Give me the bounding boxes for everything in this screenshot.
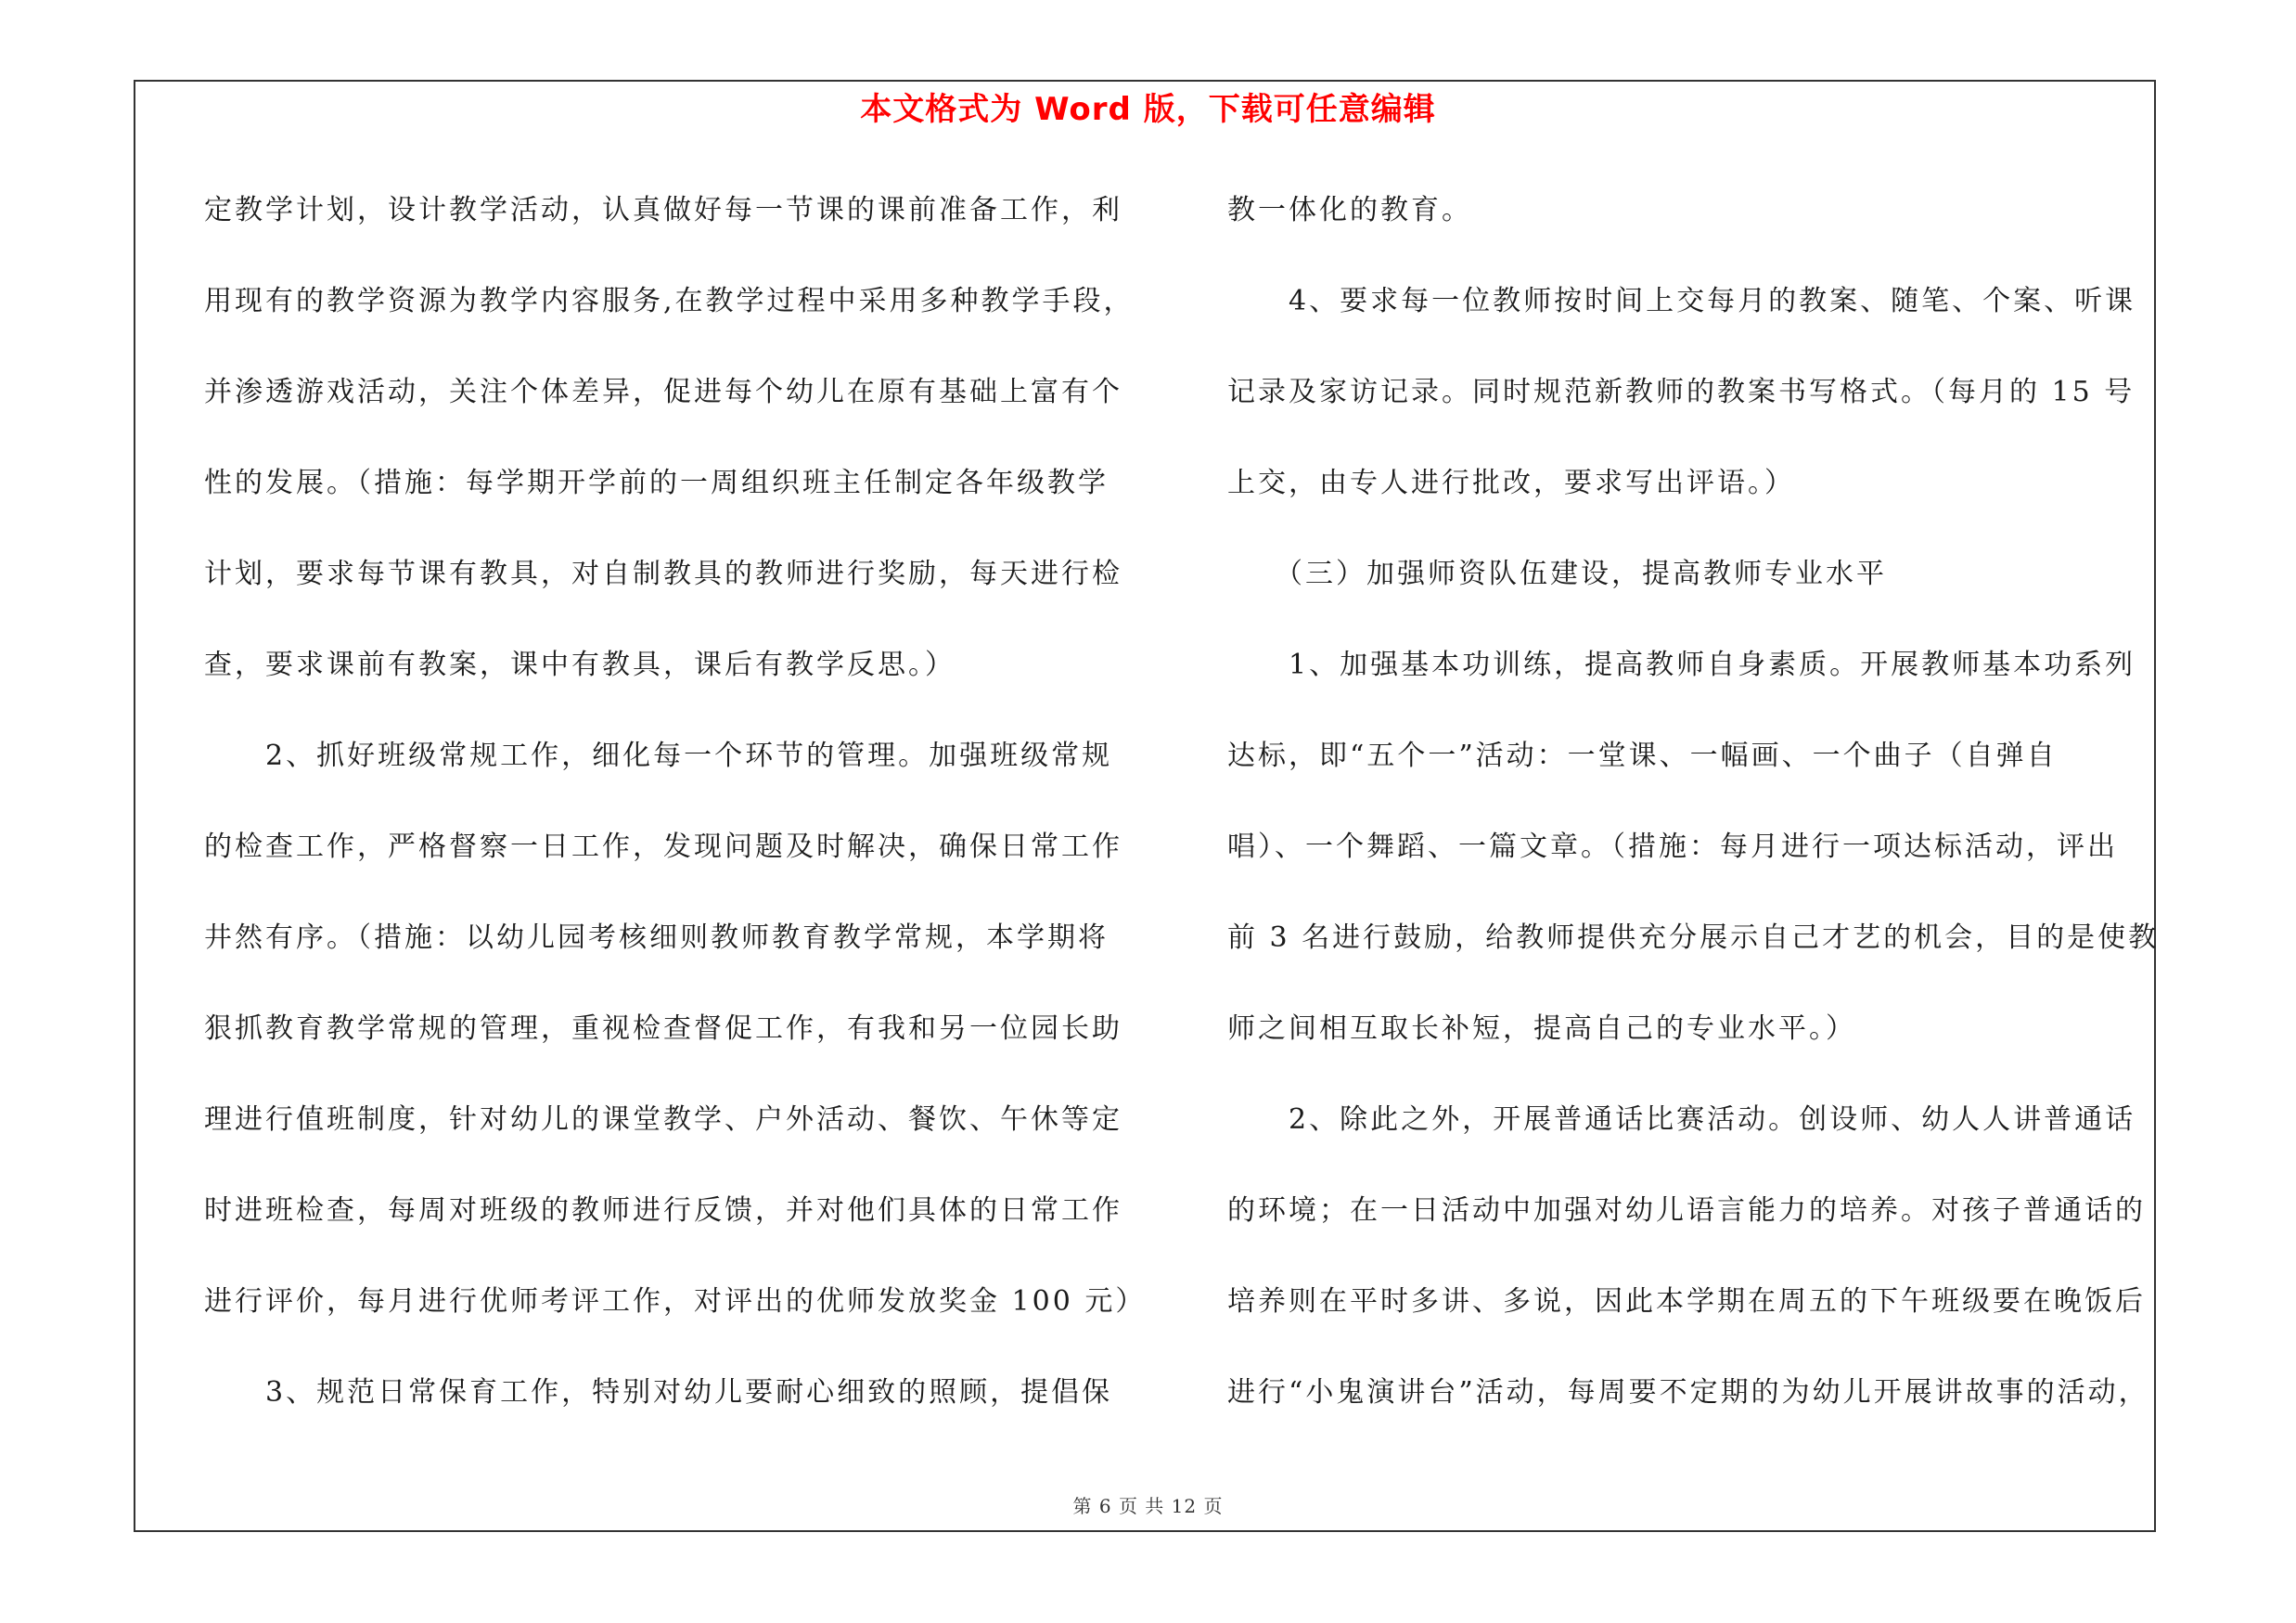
text-line: 时进班检查，每周对班级的教师进行反馈，并对他们具体的日常工作 <box>204 1194 1122 1227</box>
text-line: 的检查工作，严格督察一日工作，发现问题及时解决，确保日常工作 <box>204 831 1122 863</box>
document-header-title: 本文格式为 Word 版，下载可任意编辑 <box>860 91 1436 128</box>
text-line: 狠抓教育教学常规的管理，重视检查督促工作，有我和另一位园长助 <box>204 1012 1122 1045</box>
text-line: 上交，由专人进行批改，要求写出评语。） <box>1227 467 1795 499</box>
section-heading-line: （三）加强师资队伍建设，提高教师专业水平 <box>1227 558 1887 590</box>
left-text-column <box>204 184 1147 1457</box>
text-line: 4、要求每一位教师按时间上交每月的教案、随笔、个案、听课 <box>1227 285 2136 317</box>
text-line: 性的发展。（措施：每学期开学前的一周组织班主任制定各年级教学 <box>204 467 1109 499</box>
text-line: 的环境；在一日活动中加强对幼儿语言能力的培养。对孩子普通话的 <box>1227 1194 2146 1227</box>
text-line: 唱）、一个舞蹈、一篇文章。（措施：每月进行一项达标活动，评出 <box>1227 831 2118 863</box>
text-line: 理进行值班制度，针对幼儿的课堂教学、户外活动、餐饮、午休等定 <box>204 1103 1122 1136</box>
text-line: 3、规范日常保育工作，特别对幼儿要耐心细致的照顾，提倡保 <box>204 1376 1113 1409</box>
text-line: 达标，即“五个一”活动：一堂课、一幅画、一个曲子（自弹自 <box>1227 740 2058 772</box>
text-line: 计划，要求每节课有教具，对自制教具的教师进行奖励，每天进行检 <box>204 558 1122 590</box>
text-line: 前 3 名进行鼓励，给教师提供充分展示自己才艺的机会，目的是使教 <box>1227 921 2160 954</box>
text-line: 2、抓好班级常规工作，细化每一个环节的管理。加强班级常规 <box>204 740 1113 772</box>
text-line: 并渗透游戏活动，关注个体差异，促进每个幼儿在原有基础上富有个 <box>204 376 1122 408</box>
text-line: 教一体化的教育。 <box>1227 194 1472 226</box>
text-line: 定教学计划，设计教学活动，认真做好每一节课的课前准备工作，利 <box>204 194 1122 226</box>
text-line: 查，要求课前有教案，课中有教具，课后有教学反思。） <box>204 649 956 681</box>
text-line: 进行“小鬼演讲台”活动，每周要不定期的为幼儿开展讲故事的活动， <box>1227 1376 2149 1409</box>
page-number-footer: 第 6 页 共 12 页 <box>1072 1495 1224 1517</box>
text-line: 培养则在平时多讲、多说，因此本学期在周五的下午班级要在晚饭后 <box>1227 1285 2146 1318</box>
right-text-column <box>1227 184 2160 1457</box>
text-line: 用现有的教学资源为教学内容服务,在教学过程中采用多种教学手段， <box>204 285 1135 317</box>
text-line: 2、除此之外，开展普通话比赛活动。创设师、幼人人讲普通话 <box>1227 1103 2136 1136</box>
text-line: 记录及家访记录。同时规范新教师的教案书写格式。（每月的 15 号 <box>1227 376 2136 408</box>
text-line: 井然有序。（措施：以幼儿园考核细则教师教育教学常规，本学期将 <box>204 921 1109 954</box>
text-line: 1、加强基本功训练，提高教师自身素质。开展教师基本功系列 <box>1227 649 2136 681</box>
text-line: 进行评价，每月进行优师考评工作，对评出的优师发放奖金 100 元） <box>204 1285 1147 1318</box>
text-line: 师之间相互取长补短，提高自己的专业水平。） <box>1227 1012 1856 1045</box>
